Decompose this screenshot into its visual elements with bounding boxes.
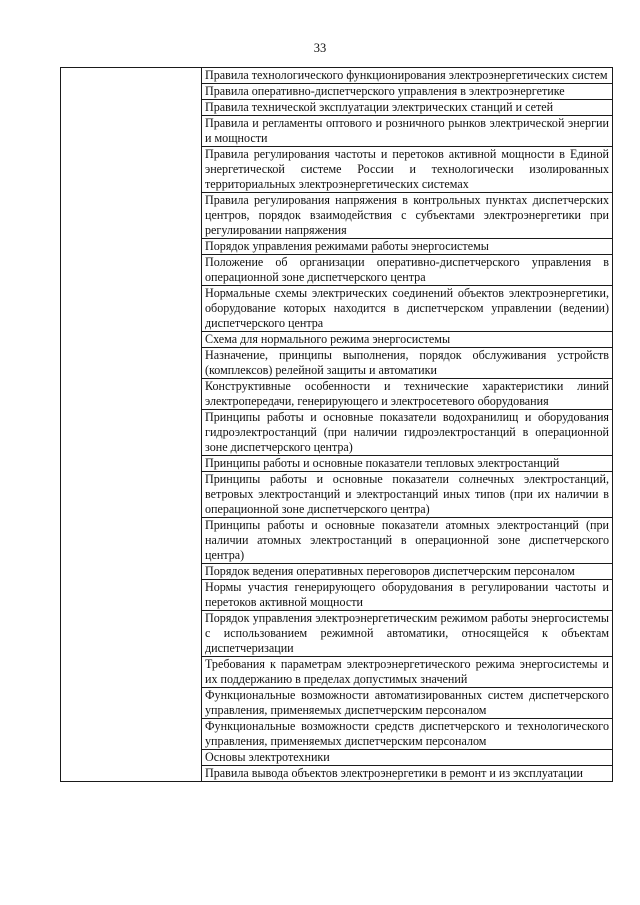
empty-left-cell xyxy=(61,68,202,782)
requirement-cell: Нормальные схемы электрических соединений объектов электроэнергетики, оборудование которых находится в диспетчерском управлении (ведении) диспетчерского центра xyxy=(202,286,613,332)
requirement-cell: Функциональные возможности средств диспетчерского и технологического управления, применяемых диспетчерским персоналом xyxy=(202,719,613,750)
requirement-cell: Основы электротехники xyxy=(202,750,613,766)
requirement-cell: Принципы работы и основные показатели атомных электростанций (при наличии атомных электростанций в операционной зоне диспетчерского центра) xyxy=(202,518,613,564)
requirement-cell: Принципы работы и основные показатели тепловых электростанций xyxy=(202,456,613,472)
requirement-cell: Правила и регламенты оптового и розничного рынков электрической энергии и мощности xyxy=(202,116,613,147)
requirement-cell: Порядок ведения оперативных переговоров диспетчерским персоналом xyxy=(202,564,613,580)
requirement-cell: Принципы работы и основные показатели водохранилищ и оборудования гидроэлектростанций (при наличии гидроэлектростанций в операционной зоне диспетчерского центра) xyxy=(202,410,613,456)
requirement-cell: Правила регулирования частоты и перетоков активной мощности в Единой энергетической системе России и технологически изолированных территориальных электроэнергетических системах xyxy=(202,147,613,193)
requirement-cell: Назначение, принципы выполнения, порядок обслуживания устройств (комплексов) релейной защиты и автоматики xyxy=(202,348,613,379)
requirement-cell: Схема для нормального режима энергосистемы xyxy=(202,332,613,348)
requirements-table xyxy=(60,67,613,782)
requirement-cell: Порядок управления режимами работы энергосистемы xyxy=(202,239,613,255)
requirement-cell: Принципы работы и основные показатели солнечных электростанций, ветровых электростанций и электростанций иных типов (при их наличии в операционной зоне диспетчерского центра) xyxy=(202,472,613,518)
table-body xyxy=(61,68,613,782)
requirement-cell: Функциональные возможности автоматизированных систем диспетчерского управления, применяемых диспетчерским персоналом xyxy=(202,688,613,719)
requirement-cell: Правила оперативно-диспетчерского управления в электроэнергетике xyxy=(202,84,613,100)
requirement-cell: Правила технологического функционирования электроэнергетических систем xyxy=(202,68,613,84)
requirement-cell: Требования к параметрам электроэнергетического режима энергосистемы и их поддержанию в пределах допустимых значений xyxy=(202,657,613,688)
requirement-cell: Правила технической эксплуатации электрических станций и сетей xyxy=(202,100,613,116)
table-row xyxy=(61,68,613,84)
page-number: 33 xyxy=(313,41,327,55)
requirement-cell: Правила вывода объектов электроэнергетики в ремонт и из эксплуатации xyxy=(202,766,613,782)
requirement-cell: Положение об организации оперативно-диспетчерского управления в операционной зоне диспетчерского центра xyxy=(202,255,613,286)
requirement-cell: Порядок управления электроэнергетическим режимом работы энергосистемы с использованием режимной автоматики, относящейся к объектам диспетчеризации xyxy=(202,611,613,657)
requirement-cell: Правила регулирования напряжения в контрольных пунктах диспетчерских центров, порядок взаимодействия с субъектами электроэнергетики при регулировании напряжения xyxy=(202,193,613,239)
requirement-cell: Нормы участия генерирующего оборудования в регулировании частоты и перетоков активной мощности xyxy=(202,580,613,611)
requirement-cell: Конструктивные особенности и технические характеристики линий электропередачи, генерирующего и электросетевого оборудования xyxy=(202,379,613,410)
